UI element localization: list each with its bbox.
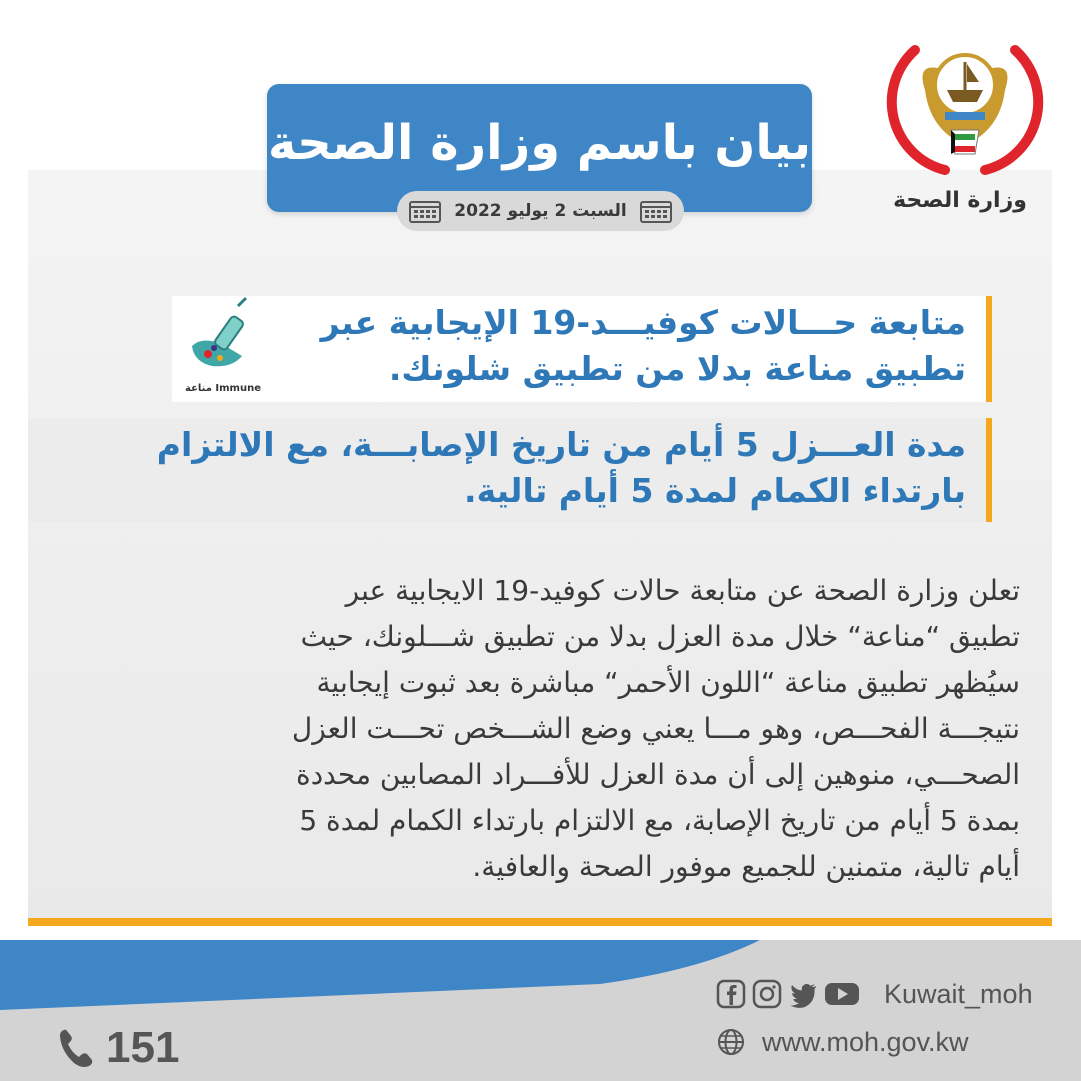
highlight-text-1: متابعة حـــالات كوفيـــد-19 الإيجابية عبر تطبيق مناعة بدلا من تطبيق شلونك. [320,303,966,388]
twitter-icon[interactable] [788,979,818,1009]
immune-app-icon [172,296,274,400]
youtube-icon[interactable] [824,979,860,1009]
website-row [716,1024,969,1060]
globe-icon [716,1027,746,1057]
panel-bottom-accent [28,918,1052,926]
ministry-name: وزارة الصحة [893,188,1027,213]
highlight-text-2: مدة العـــزل 5 أيام من تاريخ الإصابـــة، مع الالتزام بارتداء الكمام لمدة 5 أيام تالية. [156,425,966,510]
website-link[interactable]: www.moh.gov.kw [762,1026,969,1057]
highlight-box-2 [28,418,992,522]
social-links [716,976,1033,1012]
calendar-icon [640,199,672,223]
social-handle[interactable]: Kuwait_moh [884,978,1033,1009]
instagram-icon[interactable] [752,979,782,1009]
hotline [58,1020,179,1076]
app-label: مناعة Immune [185,383,261,394]
calendar-icon [409,199,441,223]
phone-number[interactable]: 151 [106,1023,180,1072]
date-badge [397,191,684,231]
date-text: السبت 2 يوليو 2022 [454,201,627,221]
highlight-box-1 [172,296,992,402]
facebook-icon[interactable] [716,979,746,1009]
body-paragraph: تعلن وزارة الصحة عن متابعة حالات كوفيد-19 الايجابية عبر تطبيق “مناعة“ خلال مدة العزل بدلا من تطبيق شـــلونك، حيث سيُظهر تطبيق مناعة “اللون الأحمر“ مباشرة بعد ثبوت إيجابية نتيجـــة الفحـــص، وهو مـــا يعني وضع الشـــخص تحـــت العزل الصحـــي، منوهين إلى أن مدة العزل للأفـــراد المصابين محددة بمدة 5 أيام من تاريخ الإصابة، مع الالتزام بارتداء الكمام لمدة 5 أيام تالية، متمنين للجميع موفور الصحة والعافية. [291,574,1020,883]
page-title: بيان باسم وزارة الصحة [268,115,811,171]
kuwait-emblem-logo [885,30,1045,180]
phone-icon [58,1027,96,1069]
syringe-hand-icon [172,296,274,376]
